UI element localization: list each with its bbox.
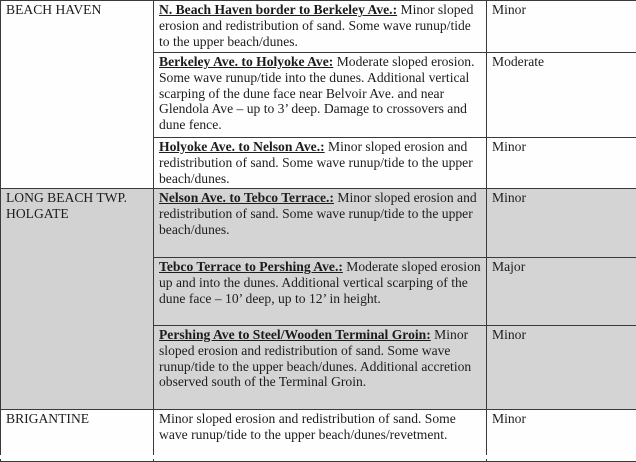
- description-cell: [154, 138, 487, 189]
- description-text: Minor sloped erosion and redistribution of sand. Some wave runup/tide to the upper beach/dunes/revetment.: [159, 411, 456, 442]
- table-row: [1, 410, 636, 462]
- segment-label: Pershing Ave to Steel/Wooden Terminal Groin:: [159, 327, 431, 342]
- rating-cell: Minor: [487, 189, 636, 258]
- description-cell: [154, 258, 487, 326]
- page-crop-edge: [0, 455, 636, 459]
- segment-label: N. Beach Haven border to Berkeley Ave.:: [159, 2, 397, 17]
- description-text: Moderate sloped erosion up and into the dunes. Additional vertical scarping of the dune face – 10’ deep, up to 12’ in height.: [159, 259, 481, 306]
- rating-cell: Moderate: [487, 53, 636, 138]
- description-text: Minor sloped erosion and redistribution of sand. Some wave runup/tide to the upper beach/dunes. Additional accretion observed south of the Terminal Groin.: [159, 327, 471, 389]
- description-text: Minor sloped erosion and redistribution of sand. Some wave runup/tide to the upper beach/dunes.: [159, 139, 473, 186]
- rating-cell: Minor: [487, 1, 636, 53]
- region-name: BEACH HAVEN: [6, 2, 149, 18]
- region-cell-long-beach-holgate: [1, 189, 154, 410]
- description-cell: [154, 326, 487, 410]
- region-cell-beach-haven: [1, 1, 154, 189]
- segment-label: Tebco Terrace to Pershing Ave.:: [159, 259, 343, 274]
- region-subname: HOLGATE: [6, 206, 149, 222]
- description-cell: [154, 410, 487, 462]
- region-cell-brigantine: [1, 410, 154, 462]
- description-text: Minor sloped erosion and redistribution of sand. Some wave runup/tide to the upper beach/dunes.: [159, 2, 473, 49]
- table-row: [1, 189, 636, 258]
- segment-label: Nelson Ave. to Tebco Terrace.:: [159, 190, 334, 205]
- segment-label: Holyoke Ave. to Nelson Ave.:: [159, 139, 325, 154]
- segment-label: Berkeley Ave. to Holyoke Ave:: [159, 54, 333, 69]
- rating-cell: Minor: [487, 410, 636, 462]
- description-cell: [154, 189, 487, 258]
- region-name: LONG BEACH TWP.: [6, 190, 149, 206]
- rating-cell: Minor: [487, 326, 636, 410]
- table-row: [1, 1, 636, 53]
- rating-cell: Major: [487, 258, 636, 326]
- description-text: Minor sloped erosion and redistribution of sand. Some wave runup/tide to the upper beach/dunes.: [159, 190, 477, 237]
- region-name: BRIGANTINE: [6, 411, 149, 427]
- description-cell: [154, 1, 487, 53]
- description-cell: [154, 53, 487, 138]
- rating-cell: Minor: [487, 138, 636, 189]
- description-text: Moderate sloped erosion. Some wave runup/tide into the dunes. Additional vertical scarping of the dune face near Belvoir Ave. and near Glendola Ave – up to 3’ deep. Damage to crossovers and dune fence.: [159, 54, 475, 132]
